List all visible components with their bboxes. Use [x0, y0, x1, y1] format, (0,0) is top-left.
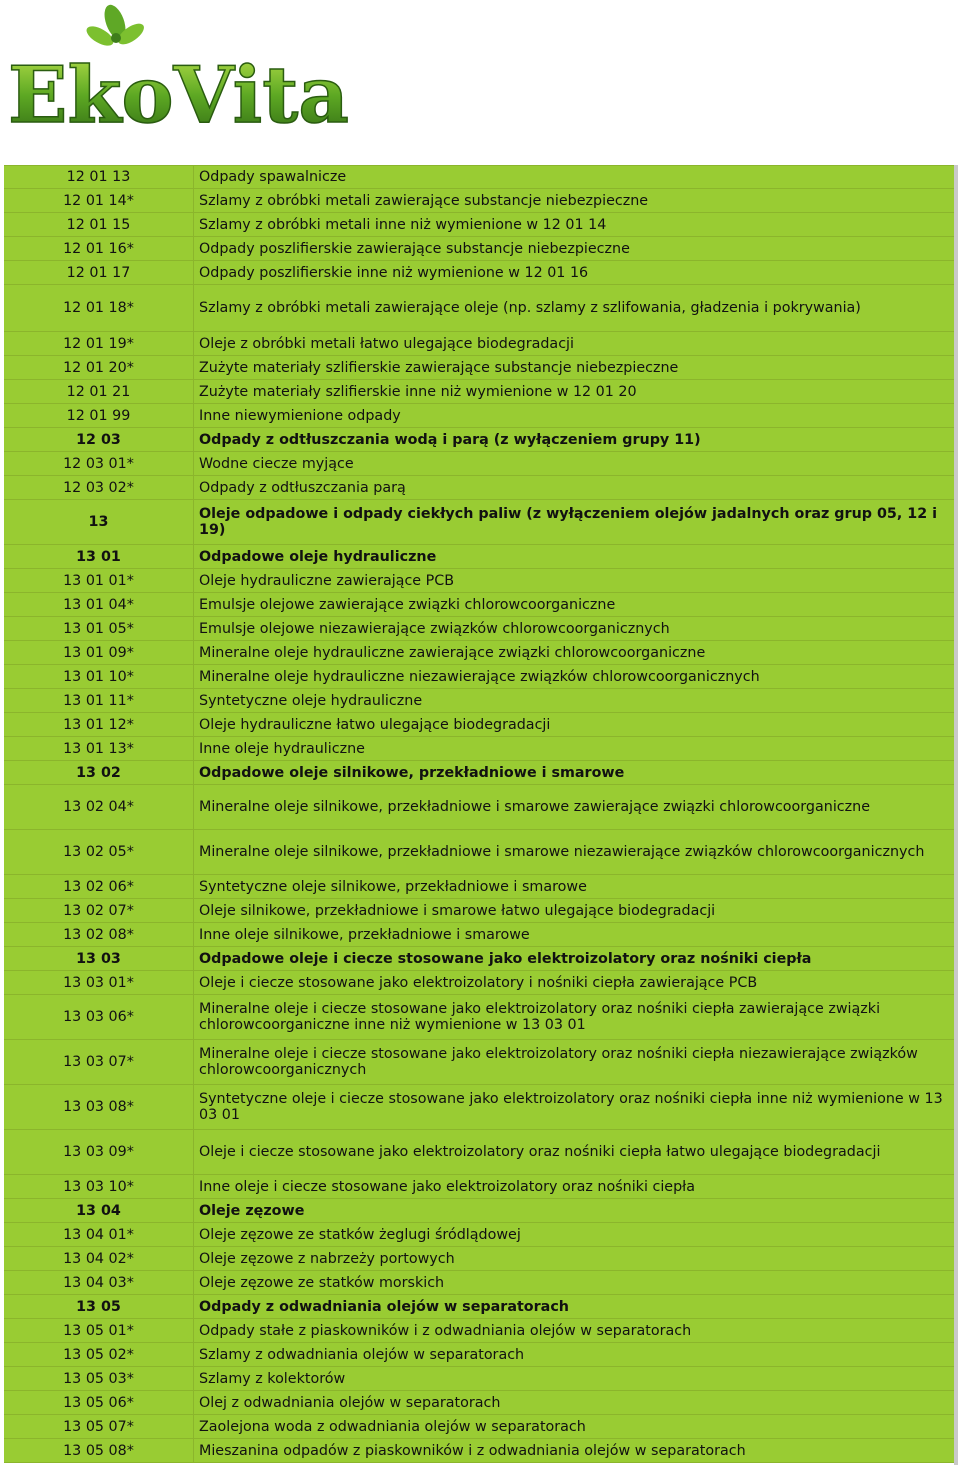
table-row — [4, 1130, 954, 1175]
waste-code: 13 01 09* — [4, 641, 194, 665]
ekovita-logo — [0, 0, 349, 160]
table-row — [4, 476, 954, 500]
waste-code: 13 05 08* — [4, 1439, 194, 1463]
waste-description: Oleje i ciecze stosowane jako elektroizolatory i nośniki ciepła zawierające PCB — [194, 971, 955, 995]
table-row — [4, 665, 954, 689]
table-row — [4, 213, 954, 237]
waste-description: Oleje silnikowe, przekładniowe i smarowe łatwo ulegające biodegradacji — [194, 899, 955, 923]
waste-codes-table — [4, 165, 954, 1463]
table-row — [4, 1439, 954, 1463]
table-row — [4, 1199, 954, 1223]
waste-description: Odpadowe oleje i ciecze stosowane jako elektroizolatory oraz nośniki ciepła — [194, 947, 955, 971]
ekovita-logo-graphic — [0, 0, 349, 160]
table-row — [4, 1175, 954, 1199]
waste-code: 13 — [4, 500, 194, 545]
table-row — [4, 1040, 954, 1085]
table-row — [4, 452, 954, 476]
waste-description: Oleje hydrauliczne zawierające PCB — [194, 569, 955, 593]
waste-description: Odpady z odwadniania olejów w separatorach — [194, 1295, 955, 1319]
table-row — [4, 1319, 954, 1343]
waste-description: Oleje i ciecze stosowane jako elektroizolatory oraz nośniki ciepła łatwo ulegające biodegradacji — [194, 1130, 955, 1175]
waste-code: 12 03 02* — [4, 476, 194, 500]
waste-code: 13 01 13* — [4, 737, 194, 761]
waste-code: 13 02 07* — [4, 899, 194, 923]
table-row — [4, 1295, 954, 1319]
waste-description: Mineralne oleje i ciecze stosowane jako elektroizolatory oraz nośniki ciepła niezawierające związków chlorowcoorganicznych — [194, 1040, 955, 1085]
waste-code: 13 01 12* — [4, 713, 194, 737]
table-row — [4, 1391, 954, 1415]
waste-code: 13 04 02* — [4, 1247, 194, 1271]
waste-description: Odpady z odtłuszczania parą — [194, 476, 955, 500]
table-row — [4, 356, 954, 380]
waste-description: Szlamy z obróbki metali zawierające oleje (np. szlamy z szlifowania, gładzenia i pokrywania) — [194, 285, 955, 332]
table-row — [4, 971, 954, 995]
table-row — [4, 569, 954, 593]
table-row — [4, 995, 954, 1040]
table-row — [4, 1343, 954, 1367]
table-row — [4, 713, 954, 737]
waste-description: Emulsje olejowe niezawierające związków chlorowcoorganicznych — [194, 617, 955, 641]
waste-code: 13 05 06* — [4, 1391, 194, 1415]
waste-code: 13 01 — [4, 545, 194, 569]
waste-description: Emulsje olejowe zawierające związki chlorowcoorganiczne — [194, 593, 955, 617]
table-row — [4, 545, 954, 569]
table-row — [4, 404, 954, 428]
waste-code: 13 02 — [4, 761, 194, 785]
waste-code: 13 05 03* — [4, 1367, 194, 1391]
waste-code: 12 01 21 — [4, 380, 194, 404]
waste-code: 13 05 01* — [4, 1319, 194, 1343]
waste-code: 12 03 — [4, 428, 194, 452]
waste-code: 12 01 99 — [4, 404, 194, 428]
waste-description: Oleje z obróbki metali łatwo ulegające biodegradacji — [194, 332, 955, 356]
waste-code: 12 01 16* — [4, 237, 194, 261]
waste-code: 13 02 08* — [4, 923, 194, 947]
waste-description: Odpady poszlifierskie inne niż wymienione w 12 01 16 — [194, 261, 955, 285]
table-row — [4, 761, 954, 785]
table-row — [4, 332, 954, 356]
waste-code: 12 01 18* — [4, 285, 194, 332]
waste-description: Mineralne oleje silnikowe, przekładniowe i smarowe zawierające związki chlorowcoorganiczne — [194, 785, 955, 830]
waste-codes-body — [4, 166, 954, 1463]
waste-code: 13 05 07* — [4, 1415, 194, 1439]
waste-description: Inne oleje hydrauliczne — [194, 737, 955, 761]
waste-description: Odpady stałe z piaskowników i z odwadniania olejów w separatorach — [194, 1319, 955, 1343]
waste-code: 13 01 11* — [4, 689, 194, 713]
waste-code: 13 03 01* — [4, 971, 194, 995]
waste-code: 13 02 05* — [4, 830, 194, 875]
waste-description: Szlamy z odwadniania olejów w separatorach — [194, 1343, 955, 1367]
waste-description: Mineralne oleje hydrauliczne niezawierające związków chlorowcoorganicznych — [194, 665, 955, 689]
waste-code: 13 03 06* — [4, 995, 194, 1040]
waste-code: 13 01 04* — [4, 593, 194, 617]
table-row — [4, 428, 954, 452]
table-row — [4, 830, 954, 875]
waste-description: Odpady spawalnicze — [194, 166, 955, 189]
waste-code: 12 01 13 — [4, 166, 194, 189]
waste-description: Odpadowe oleje hydrauliczne — [194, 545, 955, 569]
waste-code: 13 02 06* — [4, 875, 194, 899]
waste-code: 12 01 19* — [4, 332, 194, 356]
table-row — [4, 1085, 954, 1130]
waste-description: Oleje odpadowe i odpady ciekłych paliw (z wyłączeniem olejów jadalnych oraz grup 05, 12 i 19) — [194, 500, 955, 545]
waste-code: 12 01 15 — [4, 213, 194, 237]
table-row — [4, 1247, 954, 1271]
waste-description: Oleje hydrauliczne łatwo ulegające biodegradacji — [194, 713, 955, 737]
table-row — [4, 380, 954, 404]
table-row — [4, 1223, 954, 1247]
waste-code: 12 01 17 — [4, 261, 194, 285]
waste-description: Olej z odwadniania olejów w separatorach — [194, 1391, 955, 1415]
table-row — [4, 923, 954, 947]
table-row — [4, 875, 954, 899]
waste-description: Oleje zęzowe ze statków żeglugi śródlądowej — [194, 1223, 955, 1247]
waste-code: 13 05 02* — [4, 1343, 194, 1367]
waste-description: Inne niewymienione odpady — [194, 404, 955, 428]
waste-description: Mieszanina odpadów z piaskowników i z odwadniania olejów w separatorach — [194, 1439, 955, 1463]
waste-code: 13 03 09* — [4, 1130, 194, 1175]
table-row — [4, 1271, 954, 1295]
table-row — [4, 737, 954, 761]
waste-description: Syntetyczne oleje i ciecze stosowane jako elektroizolatory oraz nośniki ciepła inne niż wymienione w 13 03 01 — [194, 1085, 955, 1130]
table-row — [4, 500, 954, 545]
waste-code: 13 02 04* — [4, 785, 194, 830]
table-row — [4, 166, 954, 189]
table-row — [4, 237, 954, 261]
waste-description: Inne oleje silnikowe, przekładniowe i smarowe — [194, 923, 955, 947]
waste-code: 13 03 10* — [4, 1175, 194, 1199]
waste-description: Zaolejona woda z odwadniania olejów w separatorach — [194, 1415, 955, 1439]
table-row — [4, 593, 954, 617]
waste-description: Syntetyczne oleje hydrauliczne — [194, 689, 955, 713]
table-row — [4, 689, 954, 713]
waste-code: 13 03 — [4, 947, 194, 971]
table-row — [4, 1367, 954, 1391]
waste-description: Odpady z odtłuszczania wodą i parą (z wyłączeniem grupy 11) — [194, 428, 955, 452]
right-edge-shadow — [954, 165, 958, 1465]
table-row — [4, 785, 954, 830]
waste-code: 13 05 — [4, 1295, 194, 1319]
waste-description: Szlamy z obróbki metali zawierające substancje niebezpieczne — [194, 189, 955, 213]
logo-wordmark: EkoVita — [8, 50, 349, 141]
waste-code: 12 01 20* — [4, 356, 194, 380]
table-row — [4, 641, 954, 665]
waste-description: Mineralne oleje hydrauliczne zawierające związki chlorowcoorganiczne — [194, 641, 955, 665]
waste-code: 13 03 07* — [4, 1040, 194, 1085]
waste-description: Odpady poszlifierskie zawierające substancje niebezpieczne — [194, 237, 955, 261]
waste-description: Oleje zęzowe — [194, 1199, 955, 1223]
waste-code: 12 03 01* — [4, 452, 194, 476]
table-row — [4, 947, 954, 971]
waste-description: Wodne ciecze myjące — [194, 452, 955, 476]
waste-code: 13 03 08* — [4, 1085, 194, 1130]
waste-code: 13 04 03* — [4, 1271, 194, 1295]
waste-code: 13 01 01* — [4, 569, 194, 593]
waste-description: Mineralne oleje i ciecze stosowane jako elektroizolatory oraz nośniki ciepła zawierające związki chlorowcoorganiczne inne niż wymienione w 13 03 01 — [194, 995, 955, 1040]
waste-description: Oleje zęzowe ze statków morskich — [194, 1271, 955, 1295]
table-row — [4, 1415, 954, 1439]
waste-description: Zużyte materiały szlifierskie zawierające substancje niebezpieczne — [194, 356, 955, 380]
waste-description: Inne oleje i ciecze stosowane jako elektroizolatory oraz nośniki ciepła — [194, 1175, 955, 1199]
waste-description: Szlamy z obróbki metali inne niż wymienione w 12 01 14 — [194, 213, 955, 237]
table-row — [4, 261, 954, 285]
table-row — [4, 285, 954, 332]
waste-code: 12 01 14* — [4, 189, 194, 213]
waste-description: Zużyte materiały szlifierskie inne niż wymienione w 12 01 20 — [194, 380, 955, 404]
waste-description: Syntetyczne oleje silnikowe, przekładniowe i smarowe — [194, 875, 955, 899]
waste-code: 13 04 — [4, 1199, 194, 1223]
waste-description: Szlamy z kolektorów — [194, 1367, 955, 1391]
table-row — [4, 617, 954, 641]
waste-description: Mineralne oleje silnikowe, przekładniowe i smarowe niezawierające związków chlorowcoorganicznych — [194, 830, 955, 875]
table-row — [4, 899, 954, 923]
waste-code: 13 01 05* — [4, 617, 194, 641]
table-row — [4, 189, 954, 213]
waste-code: 13 01 10* — [4, 665, 194, 689]
waste-code: 13 04 01* — [4, 1223, 194, 1247]
waste-description: Odpadowe oleje silnikowe, przekładniowe i smarowe — [194, 761, 955, 785]
waste-description: Oleje zęzowe z nabrzeży portowych — [194, 1247, 955, 1271]
